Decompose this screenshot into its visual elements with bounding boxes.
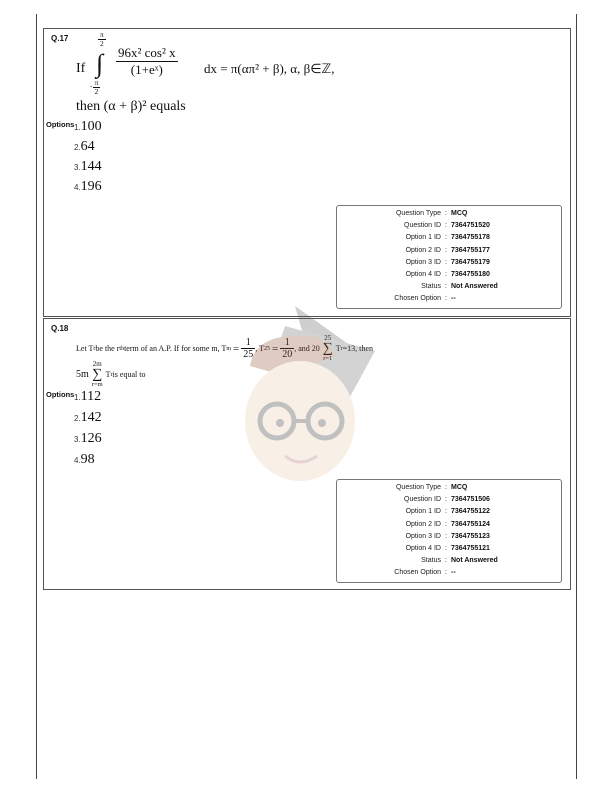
meta-row-status: Status : Not Answered xyxy=(421,557,498,565)
question-stem: Let T r be the r th term of an A.P. If for some m, T m = $\frac{1}{25}$ , T 25 = $\frac{1}{20}$ , and 20 25 ∑ r=1 T r =13, then 5m 2m ∑ r=m T r is equal to xyxy=(76,334,373,388)
options-label: Options xyxy=(46,390,75,399)
meta-row-option-2-id: Option 2 ID : 7364755124 xyxy=(405,520,490,528)
meta-row-question-type: Question Type : MCQ xyxy=(395,210,468,217)
option-3: 3.126 xyxy=(74,431,102,446)
option-4: 4.196 xyxy=(74,179,102,194)
meta-row-option-4-id: Option 4 ID : 7364755180 xyxy=(405,270,490,278)
question-block-17 xyxy=(43,28,571,317)
page-right-rule xyxy=(576,14,577,779)
options-label: Options xyxy=(46,120,75,129)
meta-row-option-3-id: Option 3 ID : 7364755123 xyxy=(405,532,490,540)
meta-row-option-2-id: Option 2 ID : 7364755177 xyxy=(405,246,490,254)
meta-row-question-id: Question ID : 7364751520 xyxy=(404,222,490,230)
meta-row-chosen-option: Chosen Option : -- xyxy=(394,569,456,577)
question-stem xyxy=(76,30,376,114)
stem-line2: then (α + β)² equals xyxy=(76,99,186,114)
meta-row-status: Status : Not Answered xyxy=(421,283,498,291)
option-2: 2.64 xyxy=(74,139,95,154)
lower-limit: - $\frac{\pi}{2}$ xyxy=(90,78,99,96)
page-left-rule xyxy=(36,14,37,779)
question-block-18 xyxy=(43,318,571,590)
option-4: 4.98 xyxy=(74,452,95,467)
integral-sign: ∫ xyxy=(96,49,104,78)
upper-limit: $\frac{\pi}{2}$ xyxy=(100,30,104,48)
meta-row-question-type: Question Type : MCQ xyxy=(395,484,468,491)
meta-row-chosen-option: Chosen Option : -- xyxy=(394,295,456,303)
meta-row-option-4-id: Option 4 ID : 7364755121 xyxy=(405,544,490,552)
question-number: Q.17 xyxy=(51,34,69,43)
option-3: 3.144 xyxy=(74,159,102,174)
question-meta-table xyxy=(336,479,562,583)
option-1: 1.112 xyxy=(74,389,102,404)
meta-row-option-1-id: Option 1 ID : 7364755178 xyxy=(405,234,490,242)
meta-row-option-3-id: Option 3 ID : 7364755179 xyxy=(405,258,490,266)
stem-rhs: dx = π(απ² + β), α, β∈ℤ, xyxy=(204,61,335,76)
meta-row-option-1-id: Option 1 ID : 7364755122 xyxy=(405,508,490,516)
question-meta-table xyxy=(336,205,562,309)
option-1: 1.100 xyxy=(74,119,102,134)
option-2: 2.142 xyxy=(74,410,102,425)
meta-row-question-id: Question ID : 7364751506 xyxy=(404,496,490,504)
integrand-fraction: $\frac{\text{96x² cos² x}}{\text{(1+eˣ)}}$ xyxy=(118,45,176,77)
question-number: Q.18 xyxy=(51,324,69,333)
stem-if: If xyxy=(76,61,86,76)
